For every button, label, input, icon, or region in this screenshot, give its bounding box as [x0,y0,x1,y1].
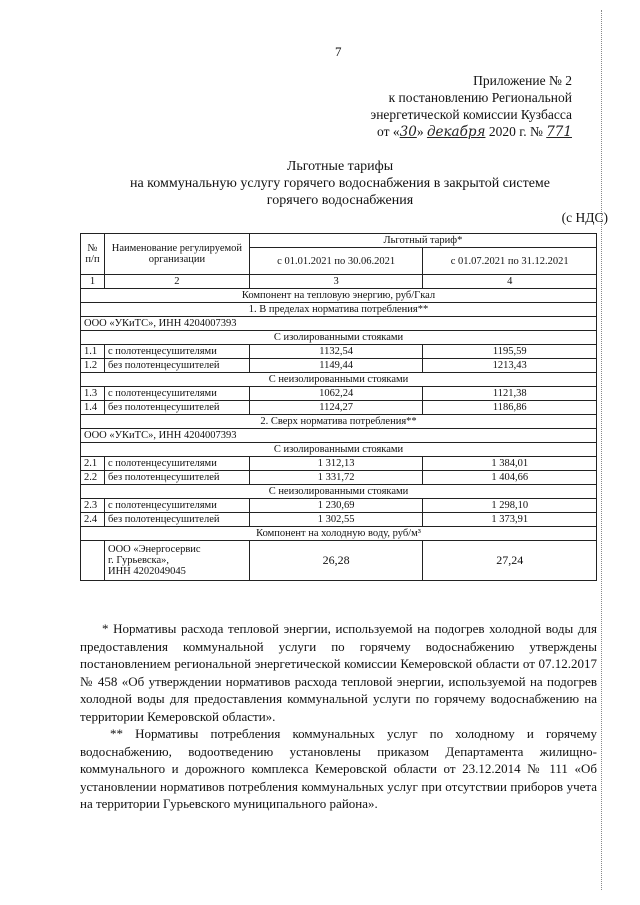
appendix-header [272,72,572,141]
table-row: 2.2 без полотенцесушителей 1 331,72 1 404,66 [81,471,597,485]
table-row: 2.1 с полотенцесушителями 1 312,13 1 384,01 [81,457,597,471]
header-num: № п/п [81,234,105,275]
insulated-row: С изолированными стояками [81,331,597,345]
table-row: 1.4 без полотенцесушителей 1124,27 1186,86 [81,401,597,415]
appendix-date: от «30» декабря 2020 г. № 771 [377,124,572,140]
header-org: Наименование регулируемой организации [104,234,249,275]
header-period-1: с 01.01.2021 по 30.06.2021 [249,248,423,275]
uninsulated-row: С неизолированными стояками [81,373,597,387]
handwritten-day: 30 [399,124,417,140]
section-1-row: 1. В пределах норматива потребления** [81,303,597,317]
table-header-row [81,234,597,248]
appendix-line2: к постановлению Региональной [388,90,572,105]
header-period-2: с 01.07.2021 по 31.12.2021 [423,248,597,275]
document-title: Льготные тарифы на коммунальную услугу горячего водоснабжения в закрытой системе горячего водоснабжения [129,159,551,208]
tariff-table [80,233,597,581]
header-tariff: Льготный тариф* [249,234,596,248]
footnote-1: * Нормативы расхода тепловой энергии, используемой на подогрев холодной воды для предоставления коммунальной услуги по горячему водоснабжению утверждены постановлением региональной энергетической комиссии Кемеровской области от 07.12.2017 № 458 «Об утверждении нормативов расхода тепловой энергии, используемой на подогрев холодной воды для предоставления коммунальной услуги по горячему водоснабжению на территории Кемеровской области». [80,621,597,724]
cold-org-name: ООО «Энергосервис г. Гурьевска», ИНН 4202049045 [104,541,249,581]
insulated-row: С изолированными стояками [81,443,597,457]
table-row: 1.2 без полотенцесушителей 1149,44 1213,43 [81,359,597,373]
vat-note: (с НДС) [561,210,608,225]
cold-component-row: Компонент на холодную воду, руб/м³ [81,527,597,541]
table-row: 1.1 с полотенцесушителями 1132,54 1195,59 [81,345,597,359]
appendix-title: Приложение № 2 [473,73,572,88]
appendix-line3: энергетической комиссии Кузбасса [370,107,572,122]
page-edge-line [601,10,602,890]
handwritten-number: 771 [546,124,572,140]
cold-water-row: ООО «Энергосервис г. Гурьевска», ИНН 4202049045 26,28 27,24 [81,541,597,581]
uninsulated-row: С неизолированными стояками [81,485,597,499]
table-row: 2.3 с полотенцесушителями 1 230,69 1 298,10 [81,499,597,513]
table-row: 1.3 с полотенцесушителями 1062,24 1121,38 [81,387,597,401]
handwritten-month: декабря [426,124,486,140]
page-number: 7 [335,44,342,59]
footnotes [80,620,597,813]
table-row: 2.4 без полотенцесушителей 1 302,55 1 373,91 [81,513,597,527]
org-1-row: ООО «УКиТС», ИНН 4204007393 [81,317,597,331]
heat-component-row: Компонент на тепловую энергию, руб/Гкал [81,289,597,303]
column-number-row: 1 2 3 4 [81,275,597,289]
org-2-row: ООО «УКиТС», ИНН 4204007393 [81,429,597,443]
footnote-2: ** Нормативы потребления коммунальных услуг по холодному и горячему водоснабжению, водоотведению установлены приказом Департамента жилищно-коммунального и дорожного комплекса Кемеровской области от 23.12.2014 № 111 «Об установлении нормативов потребления коммунальных услуг при отсутствии приборов учета на территории Гурьевского муниципального района». [80,726,597,811]
section-2-row: 2. Сверх норматива потребления** [81,415,597,429]
